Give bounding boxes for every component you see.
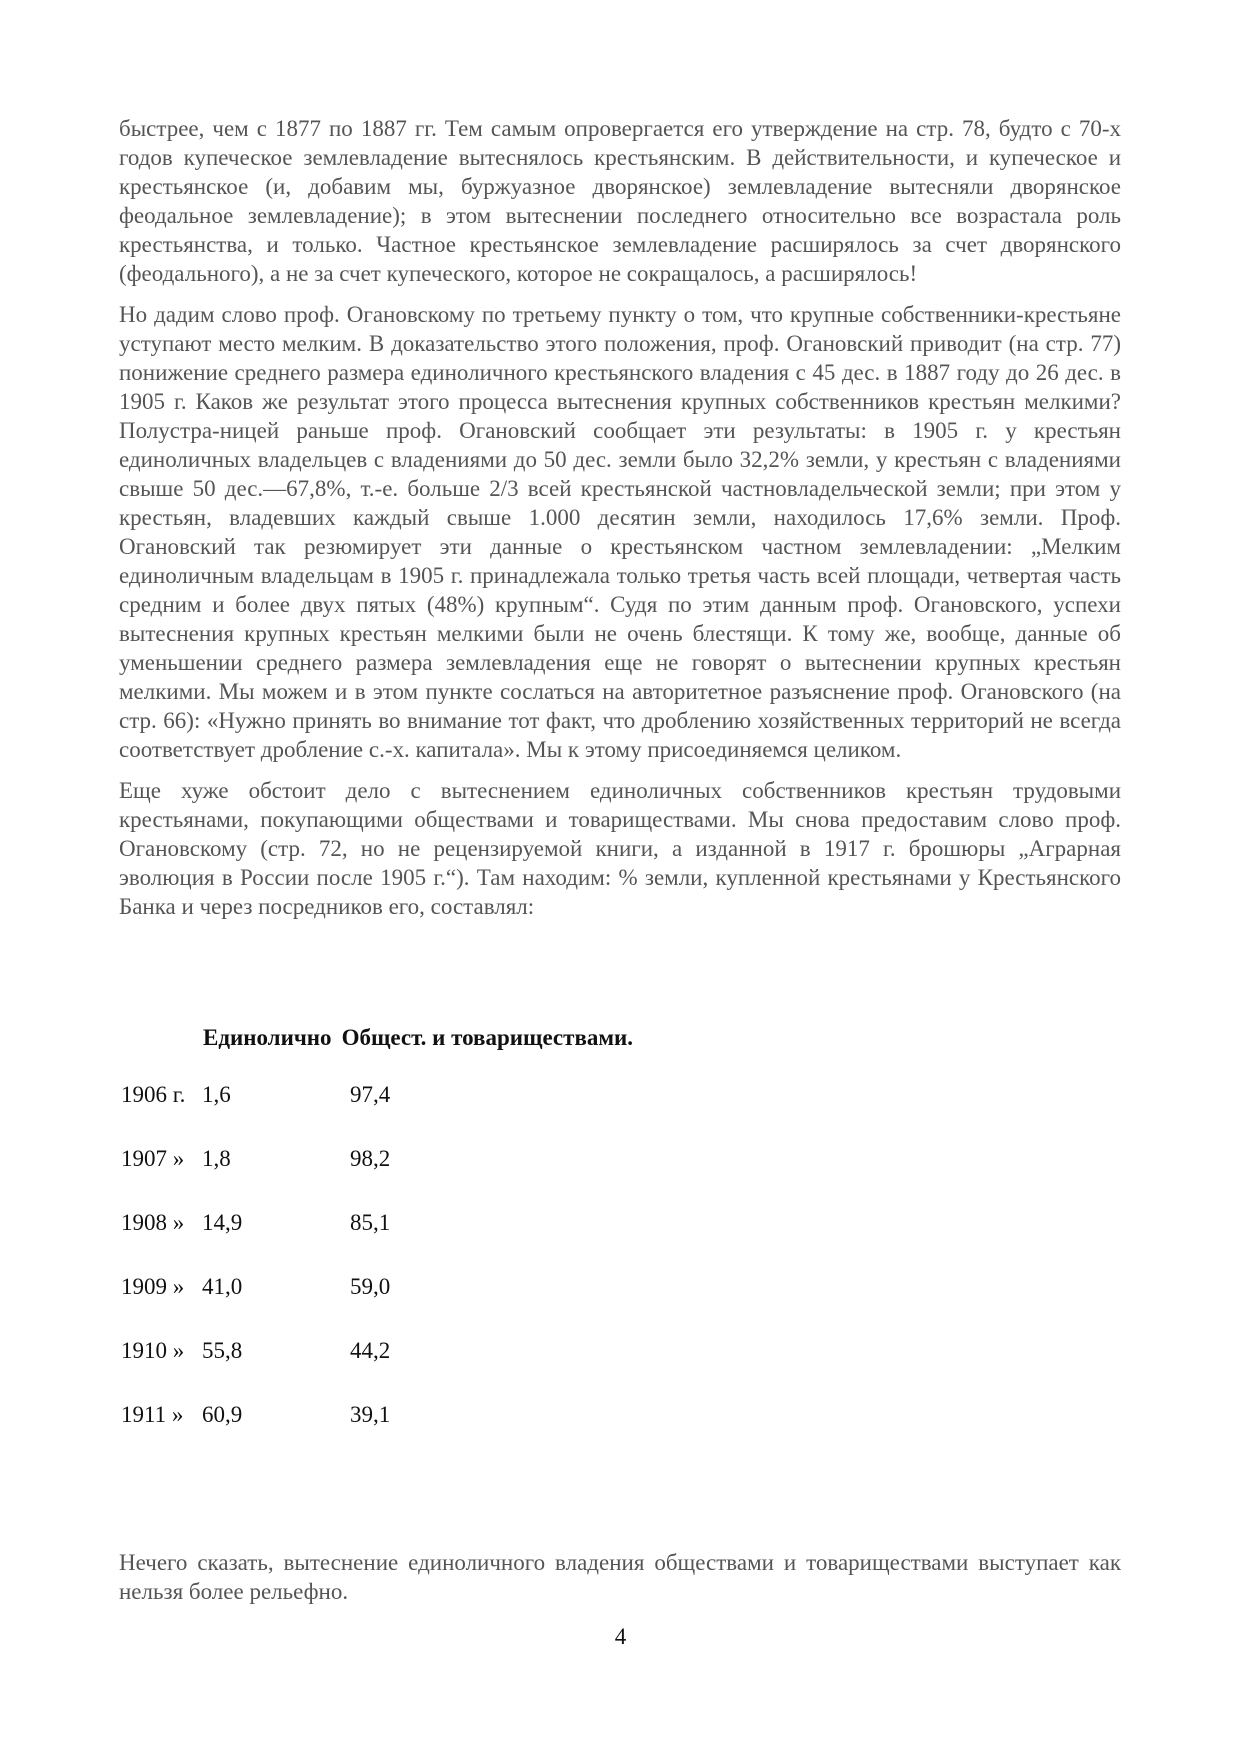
row-societies: 97,4 <box>350 1082 391 1107</box>
row-individual: 41,0 <box>202 1274 243 1299</box>
row-societies: 44,2 <box>350 1338 391 1363</box>
row-individual: 55,8 <box>202 1338 243 1363</box>
row-year: 1910 » <box>121 1338 185 1363</box>
row-individual: 60,9 <box>202 1402 243 1427</box>
row-societies: 59,0 <box>350 1274 391 1299</box>
row-societies: 39,1 <box>350 1402 391 1427</box>
row-year: 1907 » <box>121 1146 185 1171</box>
row-individual: 1,8 <box>202 1146 231 1171</box>
row-year: 1906 г. <box>121 1082 186 1107</box>
row-individual: 14,9 <box>202 1210 243 1235</box>
row-year: 1908 » <box>121 1210 185 1235</box>
page-number: 4 <box>614 1624 627 1649</box>
row-individual: 1,6 <box>202 1082 231 1107</box>
closing-section <box>119 1548 1121 1618</box>
row-societies: 98,2 <box>350 1146 391 1171</box>
paragraph-3: Еще хуже обстоит дело с вытеснением единоличных собственников крестьян трудовыми крестьянами, покупающими обществами и товариществами. Мы снова предоставим слово проф. Огановскому (стр. 72, но не рецензируемой книги, а изданной в 1917 г. брошюры „Аграрная эволюция в России после 1905 г.“). Там находим: % земли, купленной крестьянами у Крестьянского Банка и через посредников его, составлял: <box>119 778 1121 919</box>
row-year: 1909 » <box>121 1274 185 1299</box>
table-header <box>203 1025 643 1051</box>
paragraph-2: Но дадим слово проф. Огановскому по третьему пункту о том, что крупные собственники-крестьяне уступают место мелким. В доказательство этого положения, проф. Огановский приводит (на стр. 77) понижение среднего размера единоличного крестьянского владения с 45 дес. в 1887 году до 26 дес. в 1905 г. Каков же результат этого процесса вытеснения крупных собственников крестьян мелкими? Полустра-ницей раньше проф. Огановский сообщает эти результаты: в 1905 г. у крестьян единоличных владельцев с владениями до 50 дес. земли было 32,2% земли, у крестьян с владениями свыше 50 дес.—67,8%, т.-е. больше 2/3 всей крестьянской частновладельческой земли; при этом у крестьян, владевших каждый свыше 1.000 десятин земли, находилось 17,6% земли. Проф. Огановский так резюмирует эти данные о крестьянском частном землевладении: „Мелким единоличным владельцам в 1905 г. принадлежала только третья часть всей площади, четвертая часть средним и более двух пятых (48%) крупным“. Судя по этим данным проф. Огановского, успехи вытеснения крупных крестьян мелкими были не очень блестящи. К тому же, вообще, данные об уменьшении среднего размера землевладения еще не говорят о вытеснении крупных крестьян мелкими. Мы можем и в этом пункте сослаться на авторитетное разъяснение проф. Огановского (на стр. 66): «Нужно принять во внимание тот факт, что дроблению хозяйственных территорий не всегда соответствует дробление с.-х. капитала». Мы к этому присоединяемся целиком. <box>119 302 1121 762</box>
row-societies: 85,1 <box>350 1210 391 1235</box>
paragraph-1: быстрее, чем с 1877 по 1887 гг. Тем самым опровергается его утверждение на стр. 78, будто с 70-х годов купеческое землевладение вытеснялось крестьянским. В действительности, и купеческое и крестьянское (и, добавим мы, буржуазное дворянское) землевладение вытесняли дворянское феодальное землевладение); в этом вытеснении последнего относительно все возрастала роль крестьянства, и только. Частное крестьянское землевладение расширялось за счет дворянского (феодального), а не за счет купеческого, которое не сокращалось, а расширялось! <box>119 116 1121 286</box>
header-individual: Единолично <box>203 1025 332 1050</box>
closing-paragraph: Нечего сказать, вытеснение единоличного владения обществами и товариществами выступает как нельзя более рельефно. <box>119 1550 1121 1604</box>
document-body <box>119 114 1121 933</box>
row-year: 1911 » <box>121 1402 184 1427</box>
header-societies: Общест. и товариществами. <box>341 1025 634 1050</box>
